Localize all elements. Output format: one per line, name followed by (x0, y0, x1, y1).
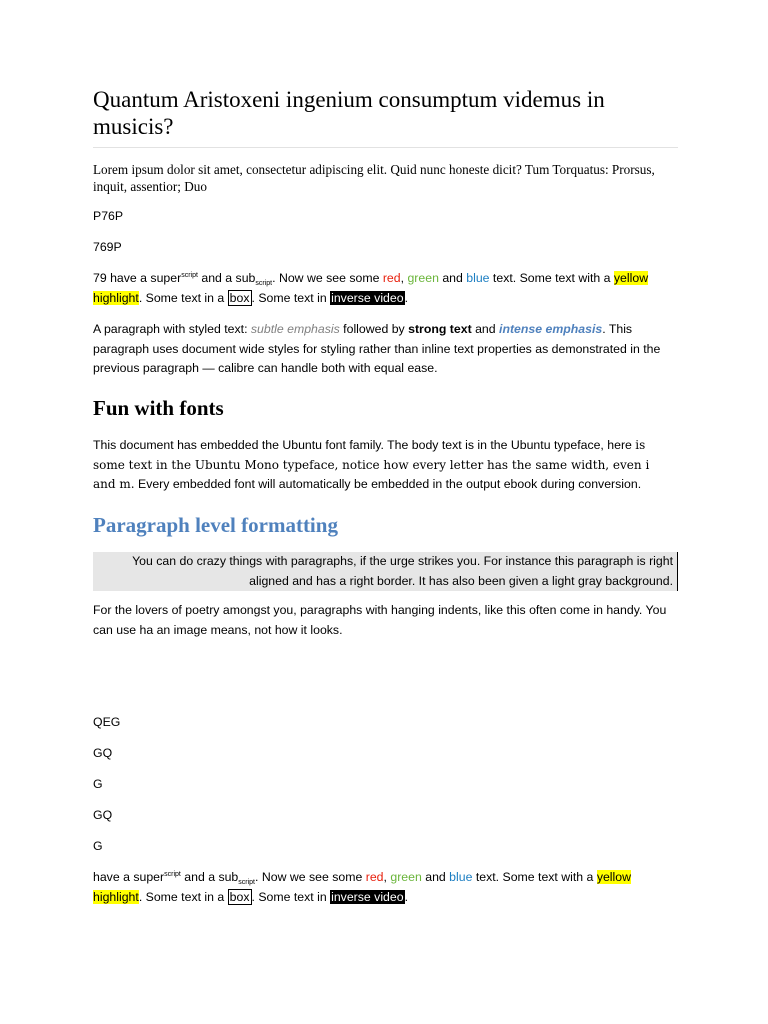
heading-paragraph-formatting: Paragraph level formatting (93, 513, 338, 537)
list-line: GQ (93, 808, 113, 822)
red-text: red (365, 870, 384, 884)
subscript-text: script (238, 879, 256, 886)
text-run: . Now we see some (255, 870, 366, 884)
boxed-text: box (229, 290, 250, 305)
list-line: GQ (93, 746, 113, 760)
right-aligned-paragraph: You can do crazy things with paragraphs, if the urge strikes you. For instance this paragraph is right aligned and has a right border. It has also been given a light gray background. (93, 552, 678, 591)
heading-fun-with-fonts: Fun with fonts (93, 396, 224, 420)
text-run: . Some text in a (138, 290, 228, 305)
formatting-paragraph (93, 269, 673, 308)
green-text: green (407, 271, 439, 285)
text-run: and (421, 870, 450, 884)
text-run: and a sub (197, 271, 256, 285)
title-divider (93, 147, 678, 148)
red-text: red (382, 271, 401, 285)
text-run: . Now we see some (272, 271, 383, 285)
subscript-text: script (255, 280, 273, 287)
blue-text: blue (466, 271, 490, 285)
fonts-paragraph (93, 436, 673, 495)
highlighted-text: yellow highlight (93, 870, 631, 904)
text-run: followed by (339, 322, 409, 336)
text-run: have a super (93, 870, 165, 884)
lorem-paragraph: Lorem ipsum dolor sit amet, consectetur adipiscing elit. Quid nunc honeste dicit? Tum Torquatus: Prorsus, inquit, assentior; Duo (93, 162, 655, 194)
intense-emphasis-text: intense emphasis (499, 322, 603, 336)
styled-text-paragraph (93, 320, 673, 379)
mono-text: is some text in the Ubuntu Mono typeface, notice how every letter has the same width, even i and m. (93, 438, 650, 491)
p76p-line: P76P (93, 209, 124, 223)
text-run: text. Some text with a (489, 271, 614, 285)
superscript-text: script (164, 871, 181, 878)
text-run: . Some text in (251, 290, 331, 305)
poetry-paragraph: For the lovers of poetry amongst you, paragraphs with hanging indents, like this often come in handy. You can use ha an image means, not how it looks. (93, 603, 667, 637)
p769p-line: 769P (93, 240, 122, 254)
strong-text: strong text (408, 322, 472, 336)
text-run: . (404, 290, 408, 305)
document-title: Quantum Aristoxeni ingenium consumptum videmus in musicis? (93, 87, 605, 139)
text-run: Every embedded font will automatically be embedded in the output ebook during conversion. (134, 477, 642, 491)
text-run: . Some text in a (138, 889, 228, 904)
text-run: This document has embedded the Ubuntu font family. The body text is in the Ubuntu typeface, here (93, 438, 636, 452)
highlighted-text: yellow highlight (93, 271, 649, 305)
text-run: 79 have a super (93, 271, 182, 285)
subtle-emphasis-text: subtle emphasis (250, 322, 340, 336)
list-line: G (93, 777, 103, 791)
inverse-video-text: inverse video (331, 290, 404, 305)
text-run: text. Some text with a (472, 870, 597, 884)
text-run: . (404, 889, 408, 904)
text-run: A paragraph with styled text: (93, 322, 251, 336)
text-run: . This paragraph uses document wide styles for styling rather than inline text properties as demonstrated in the previous paragraph — calibre can handle both with equal ease. (93, 322, 661, 375)
superscript-text: script (181, 272, 198, 279)
blue-text: blue (449, 870, 473, 884)
text-run: , (383, 870, 391, 884)
text-run: . Some text in (251, 889, 331, 904)
text-run: , (400, 271, 408, 285)
text-run: and a sub (180, 870, 239, 884)
formatting-paragraph-repeat (93, 868, 673, 907)
list-line: QEG (93, 715, 121, 729)
text-run: and (471, 322, 500, 336)
green-text: green (390, 870, 422, 884)
inverse-video-text: inverse video (331, 889, 404, 904)
list-line: G (93, 839, 103, 853)
text-run: and (438, 271, 467, 285)
boxed-text: box (229, 889, 250, 904)
